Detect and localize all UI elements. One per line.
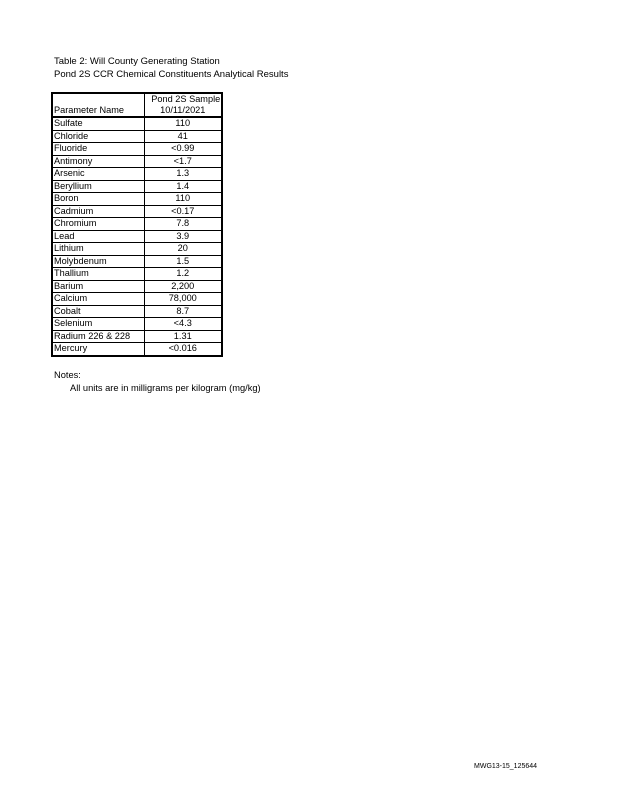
title-line-1: Table 2: Will County Generating Station xyxy=(54,56,220,67)
table-row xyxy=(52,155,222,168)
parameter-name-cell: Boron xyxy=(52,193,144,206)
parameter-name-cell: Molybdenum xyxy=(52,255,144,268)
table-header-row xyxy=(52,93,222,117)
parameter-name-cell: Chromium xyxy=(52,218,144,231)
result-value-cell: <0.17 xyxy=(144,205,222,218)
table-row xyxy=(52,318,222,331)
parameter-name-cell: Radium 226 & 228 xyxy=(52,330,144,343)
sample-header-label: Pond 2S Sample xyxy=(151,94,221,104)
result-value-cell: 1.4 xyxy=(144,180,222,193)
result-value-cell: 1.2 xyxy=(144,268,222,281)
result-value-cell: 1.5 xyxy=(144,255,222,268)
parameter-name-cell: Sulfate xyxy=(52,117,144,130)
result-value-cell: <0.016 xyxy=(144,343,222,356)
parameter-name-cell: Arsenic xyxy=(52,168,144,181)
table-row xyxy=(52,280,222,293)
result-value-cell: 8.7 xyxy=(144,305,222,318)
table-row xyxy=(52,293,222,306)
results-table xyxy=(51,92,223,357)
parameter-name-cell: Selenium xyxy=(52,318,144,331)
table-row xyxy=(52,193,222,206)
result-value-cell: 41 xyxy=(144,130,222,143)
result-value-cell: 110 xyxy=(144,193,222,206)
table-row xyxy=(52,343,222,356)
notes-section xyxy=(54,369,261,394)
result-value-cell: 3.9 xyxy=(144,230,222,243)
table-row xyxy=(52,130,222,143)
result-value-cell: 78,000 xyxy=(144,293,222,306)
note-units: All units are in milligrams per kilogram (mg/kg) xyxy=(70,382,261,393)
parameter-name-cell: Thallium xyxy=(52,268,144,281)
table-row xyxy=(52,143,222,156)
table-row xyxy=(52,168,222,181)
parameter-name-cell: Cobalt xyxy=(52,305,144,318)
table-row xyxy=(52,205,222,218)
table-body xyxy=(52,117,222,356)
table-row xyxy=(52,230,222,243)
result-value-cell: <0.99 xyxy=(144,143,222,156)
table-title xyxy=(54,56,288,81)
table-row xyxy=(52,305,222,318)
document-id: MWG13-15_125644 xyxy=(474,763,538,770)
parameter-name-cell: Calcium xyxy=(52,293,144,306)
sample-header-date: 10/11/2021 xyxy=(160,105,206,115)
parameter-name-cell: Beryllium xyxy=(52,180,144,193)
result-value-cell: 1.31 xyxy=(144,330,222,343)
table-row xyxy=(52,117,222,130)
table-row xyxy=(52,243,222,256)
result-value-cell: 20 xyxy=(144,243,222,256)
table-row xyxy=(52,268,222,281)
table-row xyxy=(52,255,222,268)
result-value-cell: <4.3 xyxy=(144,318,222,331)
parameter-name-cell: Fluoride xyxy=(52,143,144,156)
parameter-name-cell: Antimony xyxy=(52,155,144,168)
result-value-cell: <1.7 xyxy=(144,155,222,168)
result-value-cell: 7.8 xyxy=(144,218,222,231)
parameter-name-cell: Lithium xyxy=(52,243,144,256)
result-value-cell: 110 xyxy=(144,117,222,130)
result-value-cell: 1.3 xyxy=(144,168,222,181)
parameter-name-cell: Mercury xyxy=(52,343,144,356)
table-row xyxy=(52,330,222,343)
parameter-name-cell: Lead xyxy=(52,230,144,243)
parameter-name-cell: Chloride xyxy=(52,130,144,143)
result-value-cell: 2,200 xyxy=(144,280,222,293)
parameter-name-cell: Barium xyxy=(52,280,144,293)
table-row xyxy=(52,180,222,193)
notes-label: Notes: xyxy=(54,370,81,380)
sample-header xyxy=(144,93,222,117)
parameter-name-header: Parameter Name xyxy=(52,93,144,117)
title-line-2: Pond 2S CCR Chemical Constituents Analytical Results xyxy=(54,68,289,80)
parameter-name-cell: Cadmium xyxy=(52,205,144,218)
table-row xyxy=(52,218,222,231)
